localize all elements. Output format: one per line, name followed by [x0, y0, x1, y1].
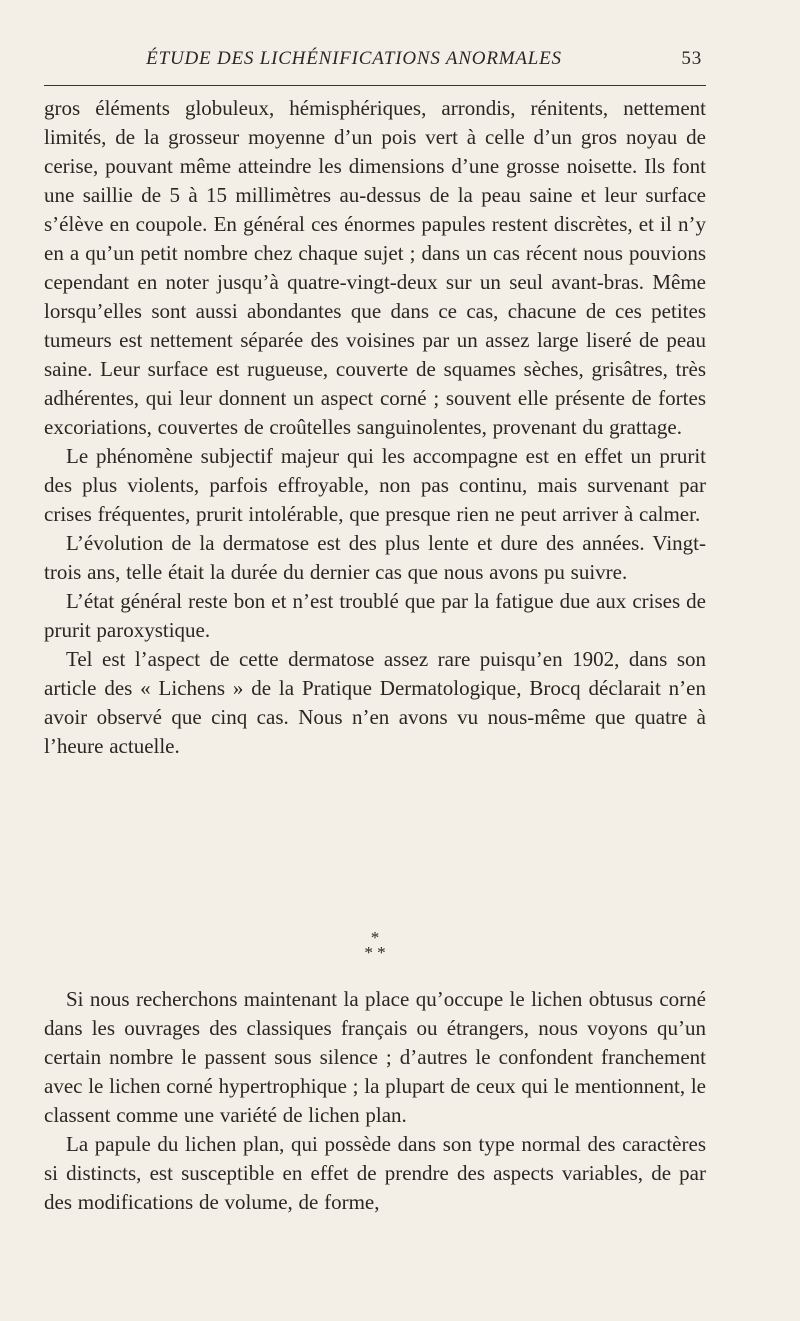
paragraph: La papule du lichen plan, qui possède dans son type normal des caractères si distincts, est susceptible en effet de prendre des aspects variables, de par des modifications de volume, de forme, [44, 1132, 706, 1214]
asterism-bottom: * * [364, 943, 386, 962]
running-title: ÉTUDE DES LICHÉNIFICATIONS ANORMALES [146, 48, 562, 69]
asterism-top: * [370, 928, 380, 947]
paragraph: L’état général reste bon et n’est troublé que par la fatigue due aux crises de prurit paroxystique. [44, 589, 706, 642]
paragraph: L’évolution de la dermatose est des plus lente et dure des années. Vingt-trois ans, telle était la durée du dernier cas que nous avons pu suivre. [44, 531, 706, 584]
paragraph: Si nous recherchons maintenant la place qu’occupe le lichen obtusus corné dans les ouvrages des classiques français ou étrangers, nous voyons qu’un certain nombre le passent sous silence ; d’autres le confondent franchement avec le lichen corné hypertrophique ; la plupart de ceux qui le mentionnent, le classent comme une variété de lichen plan. [44, 987, 706, 1127]
main-text [44, 94, 706, 761]
header-rule [44, 85, 706, 86]
section-text [44, 985, 706, 1217]
paragraph: gros éléments globuleux, hémisphériques, arrondis, rénitents, nettement limités, de la grosseur moyenne d’un pois vert à celle d’un gros noyau de cerise, pouvant même atteindre les dimensions d’une grosse noisette. Ils font une saillie de 5 à 15 millimètres au-dessus de la peau saine et leur surface s’élève en coupole. En général ces énormes papules restent discrètes, et il n’y en a qu’un petit nombre chez chaque sujet ; dans un cas récent nous pouvions cependant en noter jusqu’à quatre-vingt-deux sur un seul avant-bras. Même lorsqu’elles sont aussi abondantes que dans ce cas, chacune de ces petites tumeurs est nettement séparée des voisines par un assez large liseré de peau saine. Leur surface est rugueuse, couverte de squames sèches, grisâtres, très adhérentes, qui leur donnent un aspect corné ; souvent elle présente de fortes excoriations, couvertes de croûtelles sanguinolentes, provenant du grattage. [44, 96, 706, 439]
paragraph: Tel est l’aspect de cette dermatose assez rare puisqu’en 1902, dans son article des « Lichens » de la Pratique Dermatologique, Brocq déclarait n’en avoir observé que cinq cas. Nous n’en avons vu nous-même que quatre à l’heure actuelle. [44, 647, 706, 758]
section-asterism [44, 930, 706, 960]
page-header [44, 48, 706, 74]
paragraph: Le phénomène subjectif majeur qui les accompagne est en effet un prurit des plus violents, parfois effroyable, non pas continu, mais survenant par crises fréquentes, prurit intolérable, que presque rien ne peut arriver à calmer. [44, 444, 706, 526]
page-number: 53 [681, 48, 702, 69]
